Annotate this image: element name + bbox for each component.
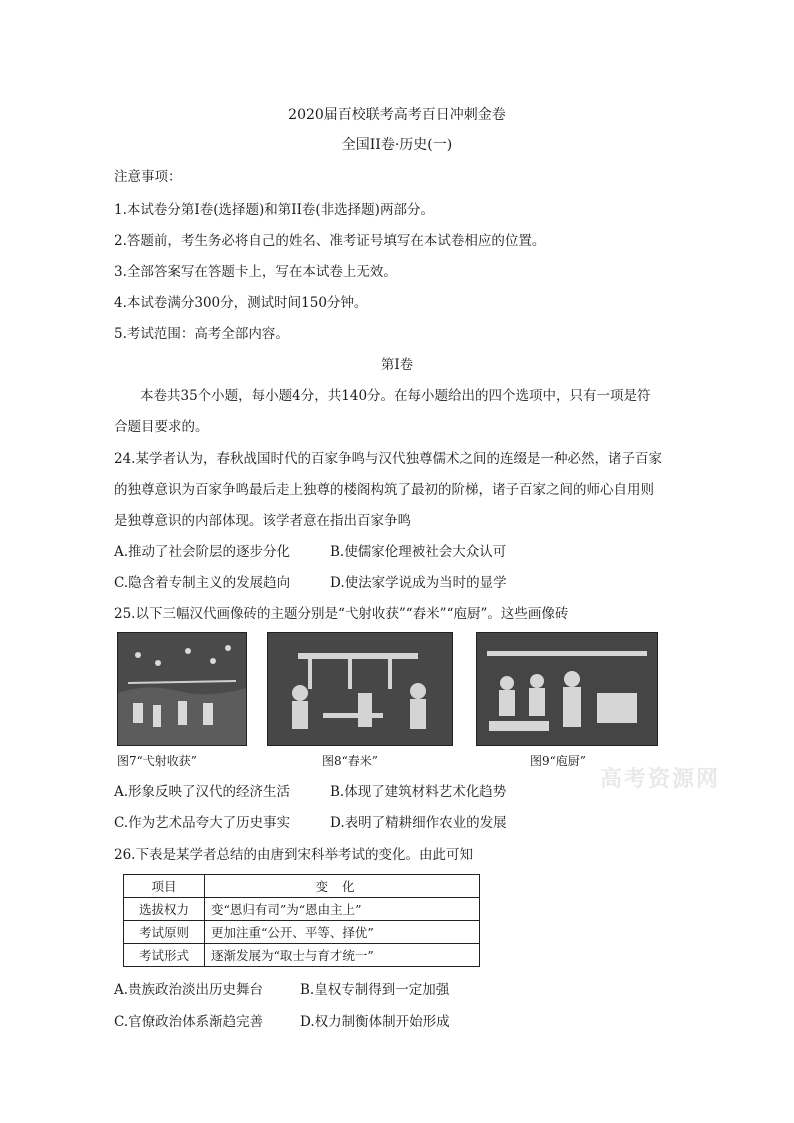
caption-figure-7: 图7“弋射收获” bbox=[117, 754, 197, 768]
table-row bbox=[124, 921, 480, 944]
table-header-item: 项目 bbox=[124, 875, 205, 898]
q25-option-a[interactable]: A.形象反映了汉代的经济生活 bbox=[114, 784, 291, 800]
brick-image-hunting-harvest bbox=[117, 632, 247, 746]
table-cell: 逐渐发展为“取士与育才统一” bbox=[205, 944, 480, 967]
table-row bbox=[124, 944, 480, 967]
q26-option-a[interactable]: A.贵族政治淡出历史舞台 bbox=[114, 982, 264, 998]
table-header-change: 变化 bbox=[205, 875, 480, 898]
section-intro: 本卷共35个小题，每小题4分，共140分。在每小题给出的四个选项中，只有一项是符 bbox=[140, 388, 651, 404]
q26-option-b[interactable]: B.皇权专制得到一定加强 bbox=[300, 982, 450, 998]
table-cell: 变“恩归有司”为“恩由主上” bbox=[205, 898, 480, 921]
section-title: 第I卷 bbox=[380, 357, 414, 373]
note-item: 2.答题前，考生务必将自己的姓名、准考证号填写在本试卷相应的位置。 bbox=[114, 233, 546, 249]
change-table bbox=[123, 874, 480, 967]
q25-option-b[interactable]: B.体现了建筑材料艺术化趋势 bbox=[330, 784, 507, 800]
table-cell: 考试原则 bbox=[124, 921, 205, 944]
q25-option-c[interactable]: C.作为艺术品夸大了历史事实 bbox=[114, 815, 291, 831]
q26-stem: 26.下表是某学者总结的由唐到宋科举考试的变化。由此可知 bbox=[114, 847, 473, 863]
table-cell: 考试形式 bbox=[124, 944, 205, 967]
q25-stem: 25.以下三幅汉代画像砖的主题分别是“弋射收获”“舂米”“庖厨”。这些画像砖 bbox=[114, 606, 569, 622]
notes-heading: 注意事项： bbox=[114, 169, 182, 185]
caption-figure-9: 图9“庖厨” bbox=[530, 754, 586, 768]
watermark: 高考资源网 bbox=[600, 766, 721, 792]
section-intro-cont: 合题目要求的。 bbox=[114, 419, 209, 435]
q24-option-a[interactable]: A.推动了社会阶层的逐步分化 bbox=[114, 544, 291, 560]
caption-figure-8: 图8“舂米” bbox=[322, 754, 378, 768]
q25-option-d[interactable]: D.表明了精耕细作农业的发展 bbox=[330, 815, 507, 831]
q24-option-d[interactable]: D.使法家学说成为当时的显学 bbox=[330, 575, 507, 591]
note-item: 4.本试卷满分300分，测试时间150分钟。 bbox=[114, 295, 368, 311]
exam-title: 2020届百校联考高考百日冲刺金卷 bbox=[288, 107, 506, 123]
note-item: 3.全部答案写在答题卡上，写在本试卷上无效。 bbox=[114, 264, 397, 280]
q26-option-c[interactable]: C.官僚政治体系渐趋完善 bbox=[114, 1014, 264, 1030]
q24-stem: 24.某学者认为，春秋战国时代的百家争鸣与汉代独尊儒术之间的连缀是一种必然，诸子百家 bbox=[114, 451, 662, 467]
brick-image-kitchen bbox=[476, 632, 658, 746]
q24-option-c[interactable]: C.隐含着专制主义的发展趋向 bbox=[114, 575, 291, 591]
q24-stem: 的独尊意识为百家争鸣最后走上独尊的楼阁构筑了最初的阶梯，诸子百家之间的师心自用则 bbox=[114, 482, 654, 498]
note-item: 1.本试卷分第I卷(选择题)和第II卷(非选择题)两部分。 bbox=[114, 202, 434, 218]
table-header-row bbox=[124, 875, 480, 898]
exam-subtitle: 全国II卷·历史(一) bbox=[341, 137, 453, 153]
table-cell: 更加注重“公开、平等、择优” bbox=[205, 921, 480, 944]
table-row bbox=[124, 898, 480, 921]
brick-image-pounding-rice bbox=[267, 632, 453, 746]
q24-stem: 是独尊意识的内部体现。该学者意在指出百家争鸣 bbox=[114, 513, 411, 529]
note-item: 5.考试范围：高考全部内容。 bbox=[114, 326, 289, 342]
table-cell: 选拔权力 bbox=[124, 898, 205, 921]
q26-option-d[interactable]: D.权力制衡体制开始形成 bbox=[300, 1014, 450, 1030]
q24-option-b[interactable]: B.使儒家伦理被社会大众认可 bbox=[330, 544, 507, 560]
